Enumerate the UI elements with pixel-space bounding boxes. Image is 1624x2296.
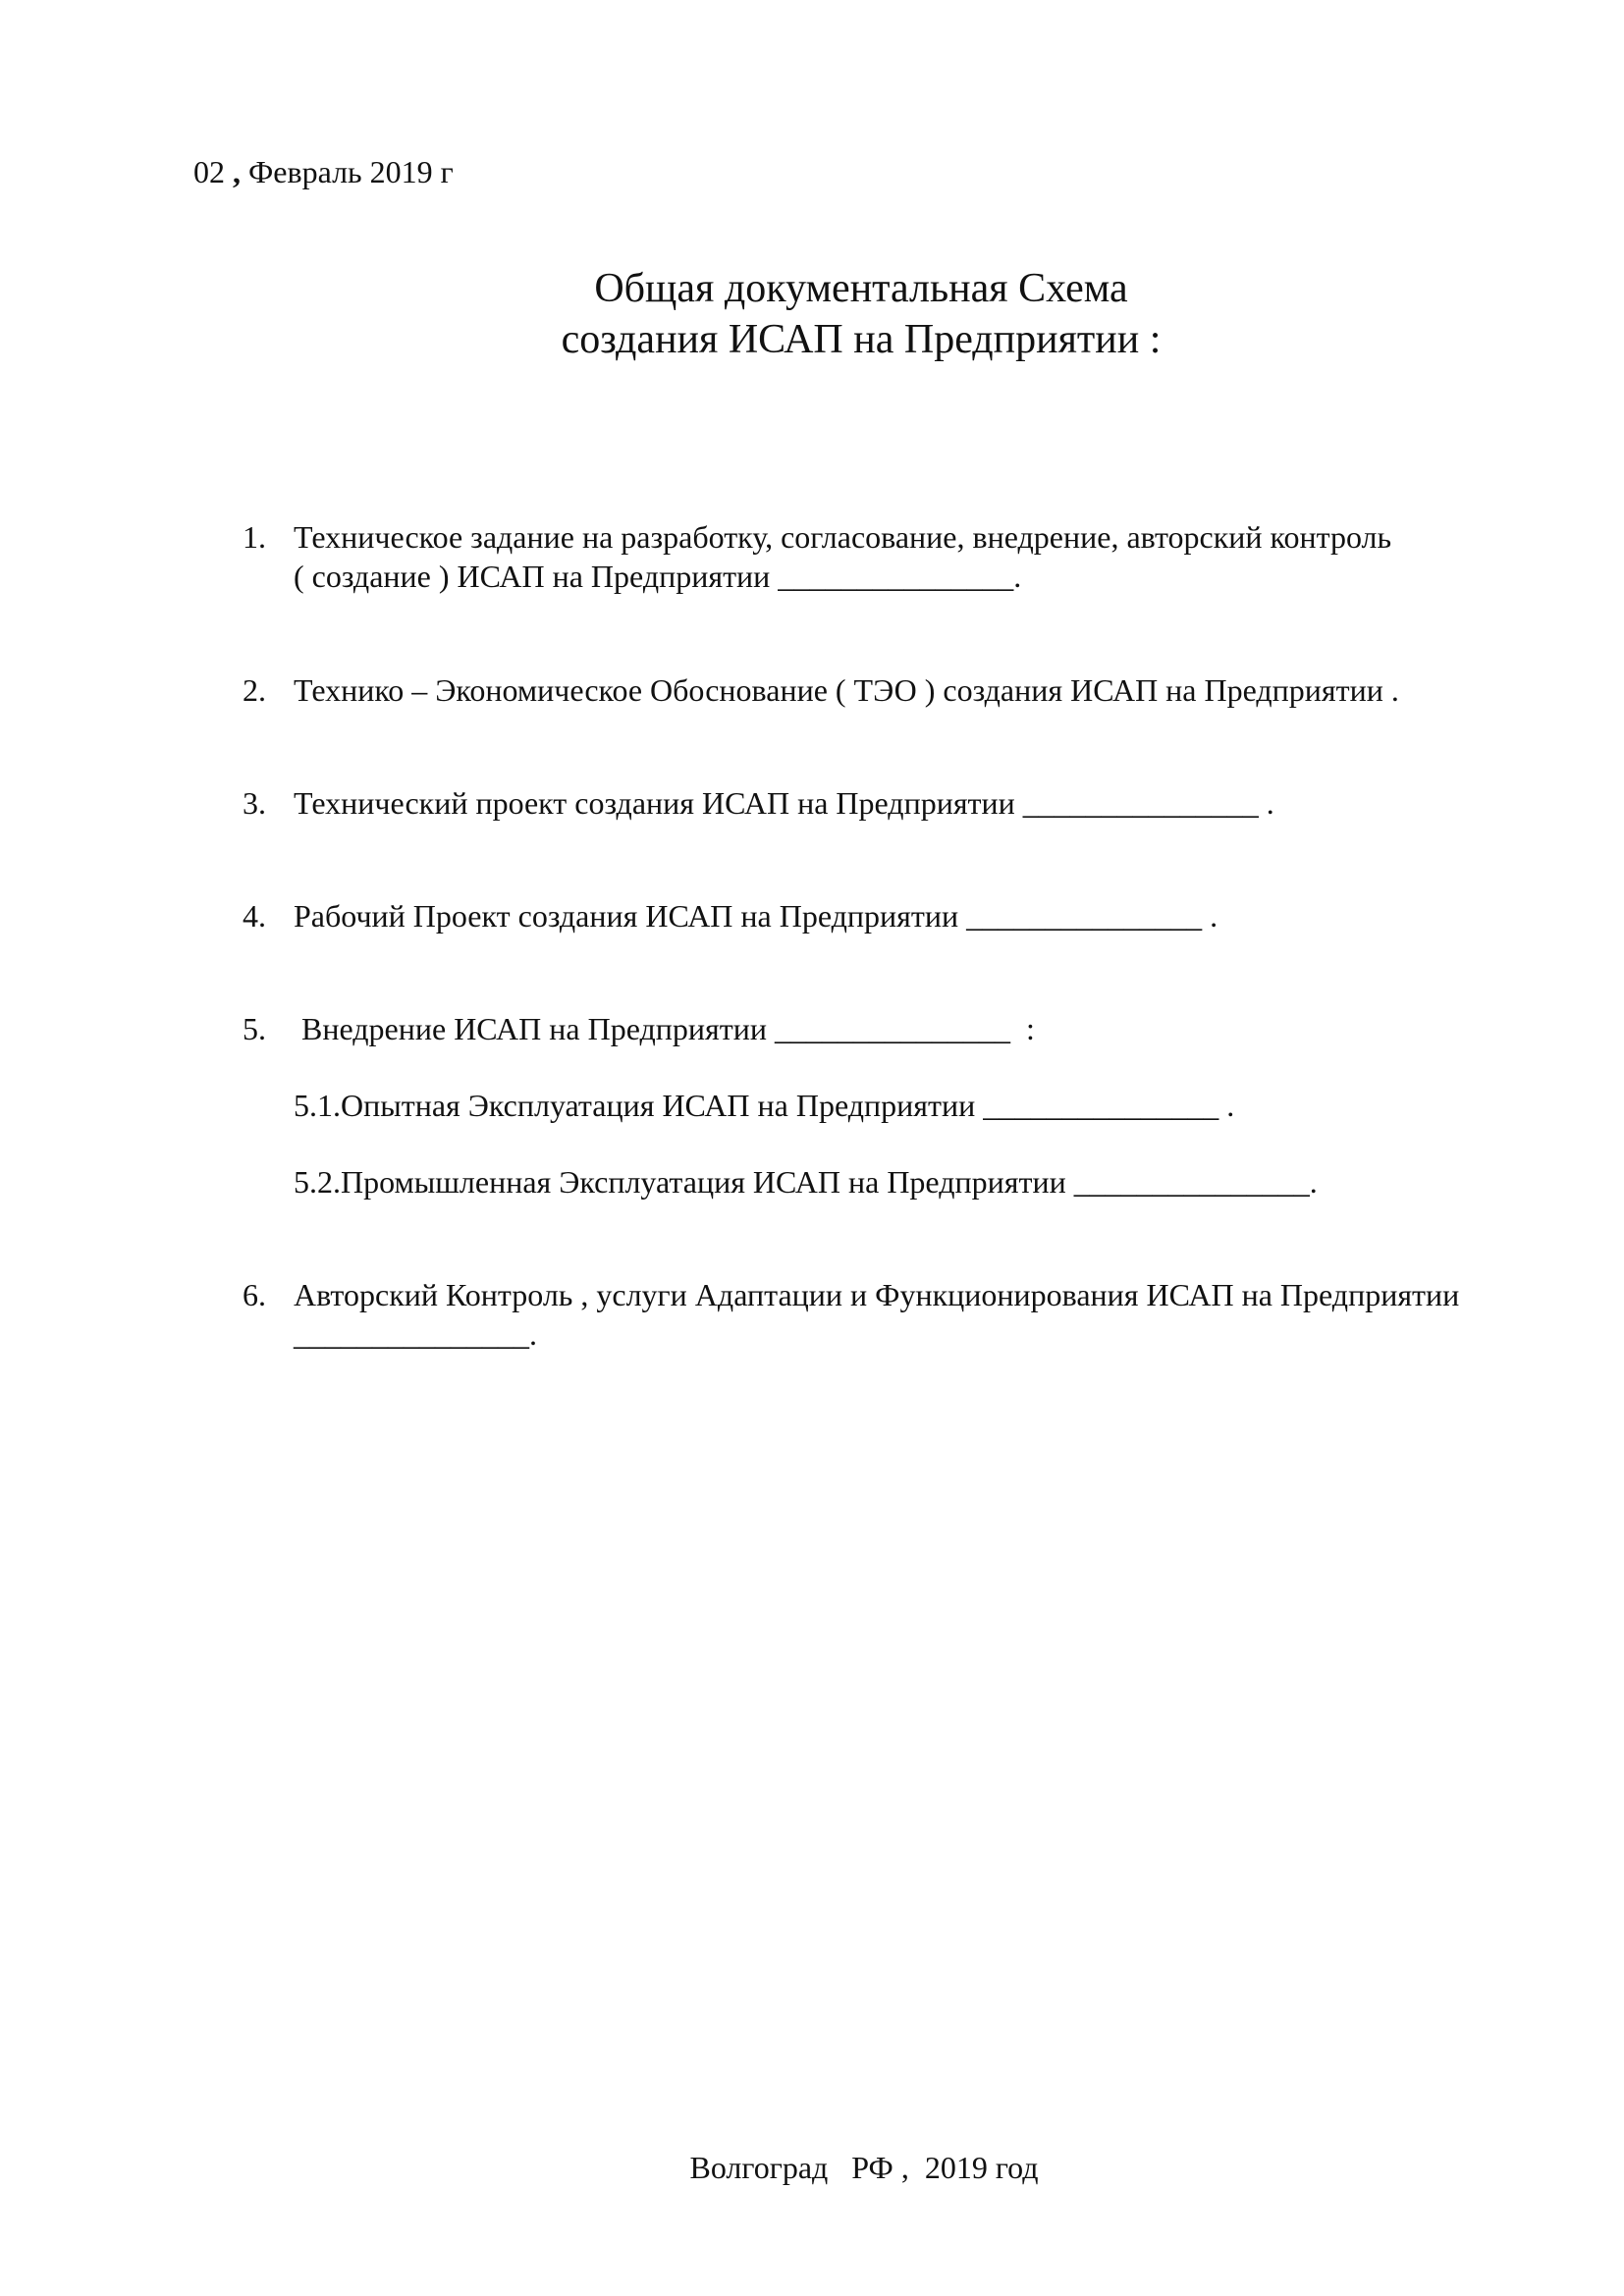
list-item-text: Технический проект создания ИСАП на Предприятии _______________ . [294,785,1274,821]
list-subitem-5-1 [294,1086,1234,1125]
list-item-4 [243,896,1218,935]
list-subitem-text: 5.2.Промышленная Эксплуатация ИСАП на Предприятии _______________. [294,1164,1318,1200]
date-comma: , [233,154,241,189]
list-item-1 [243,517,1391,596]
list-item-number: 2. [243,672,266,708]
document-title [0,263,1624,365]
list-item-3 [243,783,1274,823]
list-item-text: Внедрение ИСАП на Предприятии _______________ : [294,1011,1035,1046]
list-item-number: 6. [243,1277,266,1312]
list-item-number: 4. [243,898,266,934]
document-date [193,152,454,191]
list-subitem-5-2 [294,1162,1318,1201]
list-subitem-text: 5.1.Опытная Эксплуатация ИСАП на Предприятии _______________ . [294,1088,1235,1123]
list-item-text-continued: ( создание ) ИСАП на Предприятии _______________. [294,559,1022,594]
document-footer: Волгоград РФ , 2019 год [689,2150,1039,2185]
list-item-text: Техническое задание на разработку, согласование, внедрение, авторский контроль [294,519,1392,555]
date-month-year: Февраль 2019 г [248,154,454,189]
list-item-number: 5. [243,1011,266,1046]
title-line-1: Общая документальная Схема [594,266,1128,311]
list-item-text: Технико – Экономическое Обоснование ( ТЭО ) создания ИСАП на Предприятии . [294,672,1399,708]
list-item-number: 1. [243,519,266,555]
date-day: 02 [193,154,225,189]
list-item-text: Авторский Контроль , услуги Адаптации и Функционирования ИСАП на Предприятии [294,1277,1460,1312]
list-item-2 [243,670,1399,710]
list-item-text-continued: _______________. [294,1316,537,1352]
list-item-6 [243,1275,1459,1354]
list-item-text: Рабочий Проект создания ИСАП на Предприятии _______________ . [294,898,1218,934]
title-line-2: создания ИСАП на Предприятии : [561,317,1162,362]
list-item-5 [243,1009,1035,1048]
list-item-number: 3. [243,785,266,821]
